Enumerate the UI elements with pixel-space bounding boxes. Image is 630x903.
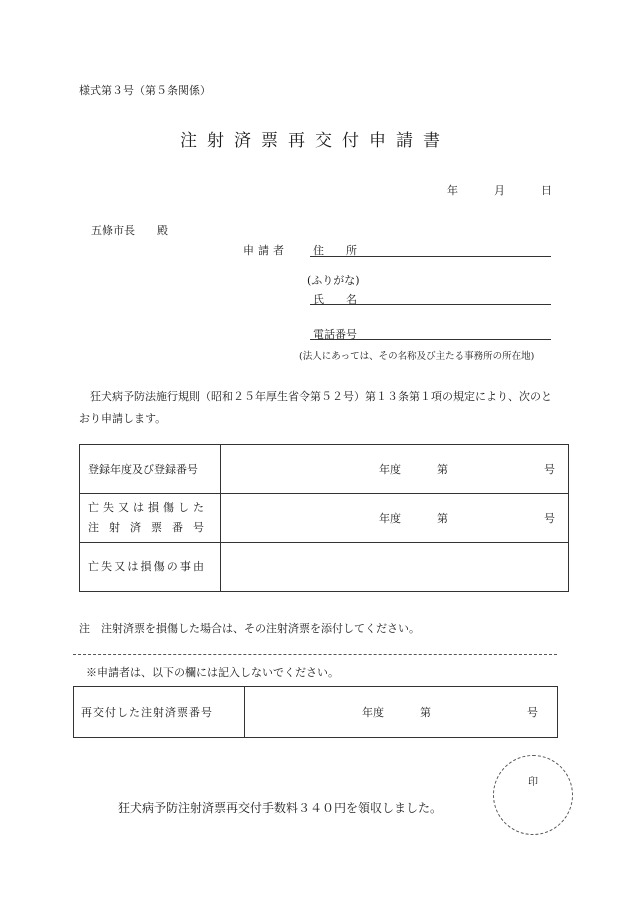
- fiscal-year-label: 年度: [362, 706, 384, 719]
- number-prefix: 第: [437, 463, 448, 476]
- table-row: [80, 494, 569, 543]
- attach-note: 注 注射済票を損傷した場合は、その注射済票を添付してください。: [79, 622, 420, 635]
- table-row: [80, 543, 569, 592]
- office-use-table: [73, 686, 558, 738]
- registration-number-label-text: 登録年度及び登録番号: [88, 463, 198, 476]
- reissued-tag-number-field[interactable]: [245, 687, 558, 738]
- addressee: 五條市長 殿: [91, 224, 168, 237]
- lost-tag-number-field[interactable]: [221, 494, 569, 543]
- table-row: [80, 445, 569, 494]
- registration-table: [79, 444, 569, 592]
- fiscal-year-label: 年度: [379, 512, 401, 525]
- fiscal-year-label: 年度: [379, 463, 401, 476]
- lost-tag-label-line1: 亡失又は損傷した: [88, 501, 204, 514]
- address-field[interactable]: [310, 256, 551, 257]
- form-number: 様式第３号（第５条関係）: [79, 84, 211, 97]
- reissued-tag-number-label-text: 再交付した注射済票番号: [81, 706, 213, 719]
- body-text: 狂犬病予防法施行規則（昭和２５年厚生省令第５２号）第１３条第１項の規定により、次のとおり申請します。: [79, 390, 552, 425]
- number-suffix: 号: [544, 463, 555, 476]
- date-day-label: 日: [541, 184, 552, 197]
- furigana-label: (ふりがな): [307, 274, 360, 287]
- registration-number-label: [80, 445, 221, 494]
- name-field[interactable]: [310, 304, 551, 305]
- table-row: [74, 687, 558, 738]
- cut-line-divider: [73, 654, 557, 655]
- lost-tag-number-label: [80, 494, 221, 543]
- phone-field[interactable]: [310, 339, 551, 340]
- loss-reason-label: [80, 543, 221, 592]
- page-title: 注射済票再交付申請書: [180, 131, 450, 151]
- lost-tag-label-line2: 注射済票番号: [88, 521, 204, 534]
- registration-number-field[interactable]: [221, 445, 569, 494]
- date-year-label: 年: [447, 184, 458, 197]
- loss-reason-label-text: 亡失又は損傷の事由: [88, 560, 204, 573]
- number-prefix: 第: [420, 706, 431, 719]
- phone-label: 電話番号: [313, 328, 357, 341]
- office-use-note: ※申請者は、以下の欄には記入しないでください。: [86, 666, 339, 679]
- number-prefix: 第: [437, 512, 448, 525]
- number-suffix: 号: [544, 512, 555, 525]
- seal-stamp-area[interactable]: [493, 755, 573, 835]
- seal-label: 印: [528, 777, 538, 788]
- loss-reason-field[interactable]: [221, 543, 569, 592]
- applicant-label: 申請者: [243, 244, 288, 257]
- name-label: 氏 名: [313, 293, 357, 306]
- number-suffix: 号: [527, 706, 538, 719]
- fee-receipt-text: 狂犬病予防注射済票再交付手数料３４０円を領収しました。: [118, 801, 443, 815]
- corp-note: (法人にあっては、その名称及び主たる事務所の所在地): [299, 351, 535, 362]
- date-month-label: 月: [494, 184, 505, 197]
- address-label: 住 所: [313, 244, 357, 257]
- reissued-tag-number-label: [74, 687, 245, 738]
